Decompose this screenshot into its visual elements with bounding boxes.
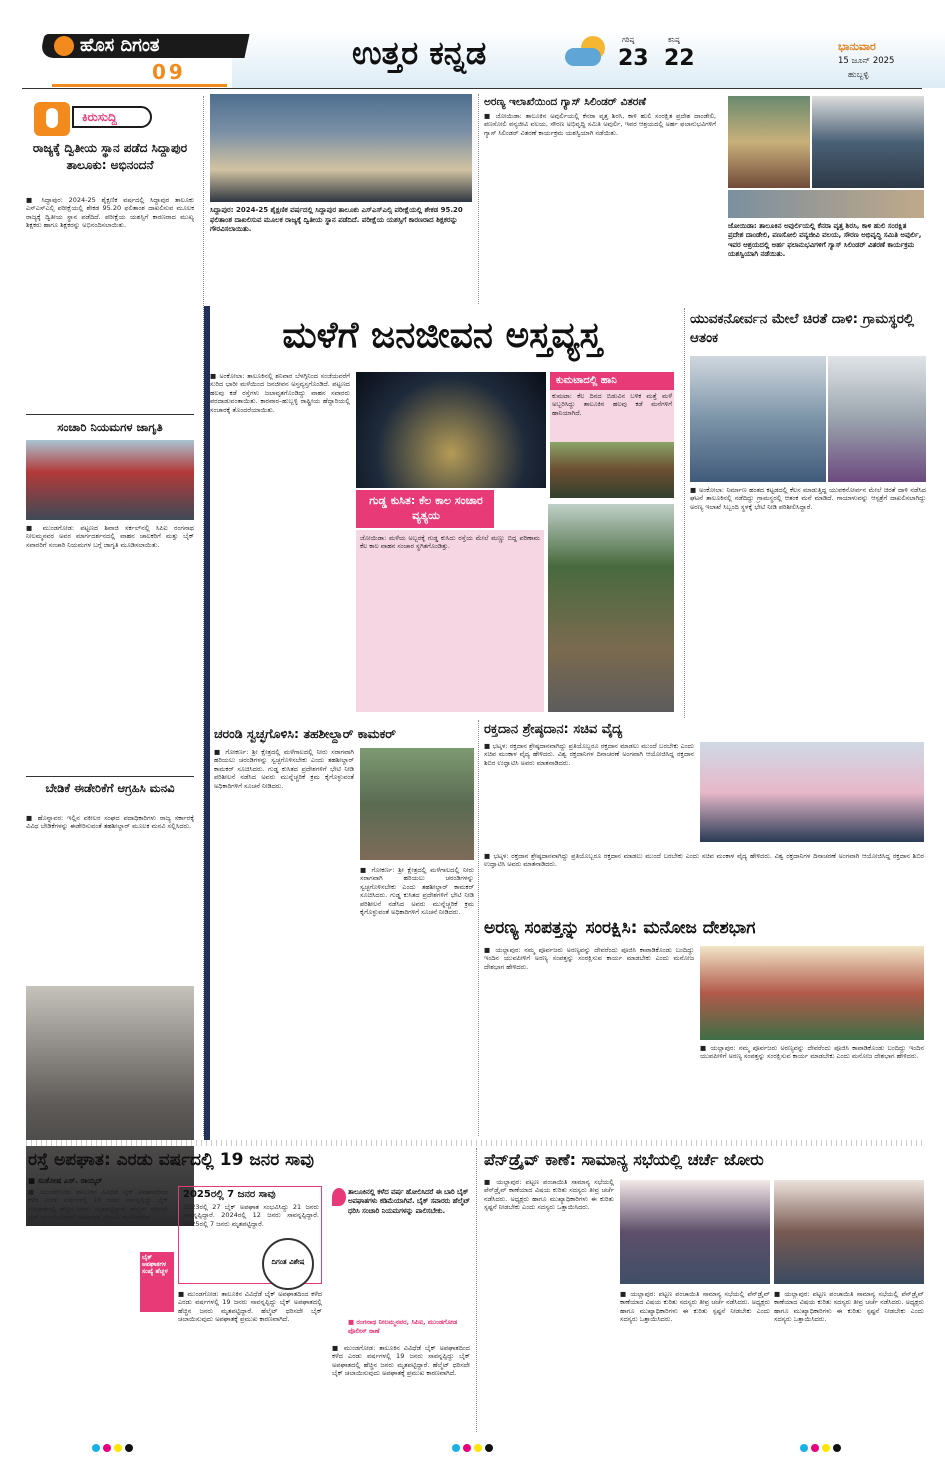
box1-body: ಕುಮಟಾ: ಕೆಲ ದಿನದ ಬಿಡುವಿನ ಬಳಿಕ ಮತ್ತೆ ಮಳೆ ಅಬ್ಬರಿಸಿದ್ದು ತಾಲೂಕಿನ ಹಲವು ಕಡೆ ಮನೆಗಳಿಗೆ ಹಾನಿಯಾಗಿದೆ.	[550, 390, 674, 442]
bedike-body: ■ ಹೊನ್ನಾವರ: ಇಲ್ಲಿನ ವಕೀಲರ ಸಂಘದ ಪದಾಧಿಕಾರಿಗಳು ರಾಜ್ಯ ಸರ್ಕಾರಕ್ಕೆ ವಿವಿಧ ಬೇಡಿಕೆಗಳನ್ನು ಈಡೇರಿಸುವಂತೆ ತಹಶೀಲ್ದಾರ್ ಮೂಲಕ ಮನವಿ ಸಲ್ಲಿಸಿದರು.	[26, 814, 194, 831]
pendrive-body-2: ■ ಯಲ್ಲಾಪುರ: ಪಟ್ಟಣ ಪಂಚಾಯಿತಿ ಸಾಮಾನ್ಯ ಸಭೆಯಲ್ಲಿ ಪೆನ್‌ಡ್ರೈವ್ ಕಾಣೆಯಾದ ವಿಷಯ ಕುರಿತು ಸದಸ್ಯರು ತೀವ್ರ ಚರ್ಚೆ ನಡೆಸಿದರು. ಅಧ್ಯಕ್ಷರು ಹಾಗೂ ಮುಖ್ಯಾಧಿಕಾರಿಗಳು ಈ ಕುರಿತು ಸ್ಪಷ್ಟನೆ ನೀಡಬೇಕು ಎಂದು ಸದಸ್ಯರು ಒತ್ತಾಯಿಸಿದರು.	[620, 1290, 770, 1324]
digantha-stamp	[262, 1238, 314, 1290]
gas-body: ■ ಜೋಯಿಡಾ: ತಾಲೂಕಿನ ಅವುರ್ಲಿಯಲ್ಲಿ ಕೆನರಾ ವೃತ್ತ ಶಿರಸಿ, ಕಾಳಿ ಹುಲಿ ಸಂರಕ್ಷಿತ ಪ್ರದೇಶ ದಾಂಡೇಲಿ, ಪಣಸೋಲಿ ವನ್ಯಜೀವಿ ವಲಯ, ಸೌರಣ ಅಭಿವೃದ್ಧಿ ಸಮಿತಿ ಅವುರ್ಲಿ, ಇವರ ಆಶ್ರಯದಲ್ಲಿ ಅರ್ಹ ಫಲಾನುಭವಿಗಳಿಗೆ ಗ್ಯಾಸ್ ಸಿಲಿಂಡರ್ ವಿತರಣೆ ಕಾರ್ಯಕ್ರಮ ಯಶಸ್ವಿಯಾಗಿ ನಡೆಯಿತು.	[484, 112, 716, 137]
accident-quote-author: ■ ರಂಗನಾಥ ನೀಲಮ್ಮನವರ, ಸಿಪಿಐ, ಮುಂಡಗೋಡ ಪೊಲೀಸ್ ಠಾಣೆ	[348, 1318, 458, 1335]
masthead-day: ಭಾನುವಾರ	[838, 40, 876, 53]
forest-body-2: ■ ಯಲ್ಲಾಪುರ: ನಮ್ಮ ಪೂರ್ವಜರು ಅರಣ್ಯವನ್ನು ದೇವರೆಂದು ಪೂಜಿಸಿ ಕಾಪಾಡಿಕೊಂಡು ಬಂದಿದ್ದು ಇಂದಿನ ಯುವಪೀಳಿಗೆ ಅರಣ್ಯ ಸಂಪತ್ತನ್ನು ಸಂರಕ್ಷಿಸುವ ಕಾರ್ಯ ಮಾಡಬೇಕು ಎಂದು ಮನೋಜ ದೇಶಭಾಗ ಹೇಳಿದರು.	[700, 1044, 924, 1061]
weather-icon	[565, 36, 607, 68]
box1-title: ಕುಮಟಾದಲ್ಲಿ ಹಾನಿ	[556, 375, 617, 386]
accident-byline: ■ ಸಂತೋಷ ಎಸ್. ರಾಯ್ಕರ್	[28, 1176, 103, 1185]
registration-marks-center	[452, 1437, 496, 1456]
charandi-body-2: ■ ಗೋಕರ್ಣ: ಶ್ರೀ ಕ್ಷೇತ್ರದಲ್ಲಿ ಮಳೆಗಾಲದಲ್ಲಿ ನೀರು ಸರಾಗವಾಗಿ ಹರಿಯಲು ಚರಂಡಿಗಳನ್ನು ಸ್ವಚ್ಛಗೊಳಿಸಬೇಕು ಎಂದು ತಹಶೀಲ್ದಾರ್ ಕಾಮಕರ್ ಸೂಚಿಸಿದರು. ಗುಡ್ಡ ಕುಸಿತದ ಪ್ರದೇಶಗಳಿಗೆ ಭೇಟಿ ನೀಡಿ ಪರಿಶೀಲನೆ ನಡೆಸಿದ ಅವರು ಮುನ್ನೆಚ್ಚರಿಕೆ ಕ್ರಮ ಕೈಗೊಳ್ಳುವಂತೆ ಅಧಿಕಾರಿಗಳಿಗೆ ಸೂಚನೆ ನೀಡಿದರು.	[360, 866, 474, 917]
box2-title: ಗುಡ್ಡ ಕುಸಿತ: ಕೆಲ ಕಾಲ ಸಂಚಾರ ವ್ಯತ್ಯಯ	[369, 494, 483, 522]
divider	[26, 414, 194, 415]
stamp-text: ದಿಗಂತ ವಿಶೇಷ	[271, 1258, 305, 1266]
siddapura-caption: ಸಿದ್ದಾಪುರ: 2024-25 ಶೈಕ್ಷಣಿಕ ವರ್ಷದಲ್ಲಿ ಸಿದ್ದಾಪುರ ತಾಲೂಕು ಎಸ್ಎಸ್ಎಲ್ಸಿ ಪರೀಕ್ಷೆಯಲ್ಲಿ ಶೇಕಡ 95.20 ಫಲಿತಾಂಶ ದಾಖಲಿಸುವ ಮೂಲಕ ರಾಜ್ಯಕ್ಕೆ ದ್ವಿತೀಯ ಸ್ಥಾನ ಪಡೆದಿದೆ. ಪರೀಕ್ಷೆಯ ಯಶಸ್ಸಿಗೆ ಕಾರಣರಾದ ಶಿಕ್ಷಕರನ್ನು ಗೌರವಿಸಲಾಯಿತು.	[210, 206, 463, 234]
forest-photo	[700, 946, 924, 1040]
weather-min: 22	[664, 46, 695, 71]
quote-icon	[332, 1188, 346, 1206]
gas-photo-2	[812, 96, 924, 188]
gas-headline: ಅರಣ್ಯ ಇಲಾಖೆಯಿಂದ ಗ್ಯಾಸ್ ಸಿಲಿಂಡರ್ ವಿತರಣೆ	[484, 96, 647, 108]
logo-icon	[54, 36, 74, 56]
charandi-band	[210, 722, 476, 1136]
gas-photo-3	[728, 190, 924, 218]
box1-photo	[550, 442, 674, 498]
accident-body-2: ■ ಮುಂಡಗೋಡ: ತಾಲೂಕಿನ ವಿವಿಧೆಡೆ ಬೈಕ್ ಅಪಘಾತದಿಂದ ಕಳೆದ ಎರಡು ವರ್ಷಗಳಲ್ಲಿ 19 ಜನರು ಸಾವನ್ನಪ್ಪಿದ್ದು ಬೈಕ್ ಅಪಘಾತದಲ್ಲಿ ಹೆಚ್ಚಿನ ಜನರು ಮೃತಪಟ್ಟಿದ್ದಾರೆ. ಹೆಲ್ಮೆಟ್ ಧರಿಸದೇ ಬೈಕ್ ಚಲಾಯಿಸುವುದು ಅಪಘಾತಕ್ಕೆ ಪ್ರಮುಖ ಕಾರಣವಾಗಿದೆ.	[178, 1290, 322, 1324]
pendrive-body: ■ ಯಲ್ಲಾಪುರ: ಪಟ್ಟಣ ಪಂಚಾಯಿತಿ ಸಾಮಾನ್ಯ ಸಭೆಯಲ್ಲಿ ಪೆನ್‌ಡ್ರೈವ್ ಕಾಣೆಯಾದ ವಿಷಯ ಕುರಿತು ಸದಸ್ಯರು ತೀವ್ರ ಚರ್ಚೆ ನಡೆಸಿದರು. ಅಧ್ಯಕ್ಷರು ಹಾಗೂ ಮುಖ್ಯಾಧಿಕಾರಿಗಳು ಈ ಕುರಿತು ಸ್ಪಷ್ಟನೆ ನೀಡಬೇಕು ಎಂದು ಸದಸ್ಯರು ಒತ್ತಾಯಿಸಿದರು.	[484, 1178, 614, 1212]
pendrive-photo-2	[774, 1180, 924, 1284]
accident-body: ■ ಮುಂಡಗೋಡ: ತಾಲೂಕಿನ ವಿವಿಧೆಡೆ ಬೈಕ್ ಅಪಘಾತದಿಂದ ಕಳೆದ ಎರಡು ವರ್ಷಗಳಲ್ಲಿ 19 ಜನರು ಸಾವನ್ನಪ್ಪಿದ್ದು ಬೈಕ್ ಅಪಘಾತದಲ್ಲಿ ಹೆಚ್ಚಿನ ಜನರು ಮೃತಪಟ್ಟಿದ್ದಾರೆ. ಹೆಲ್ಮೆಟ್ ಧರಿಸದೇ ಬೈಕ್ ಚಲಾಯಿಸುವುದು ಅಪಘಾತಕ್ಕೆ ಪ್ರಮುಖ ಕಾರಣವಾಗಿದೆ.	[28, 1188, 168, 1222]
masthead-city: ಹುಬ್ಬಳ್ಳಿ	[848, 70, 869, 80]
kirusuddi-body: ■ ಸಿದ್ದಾಪುರ: 2024-25 ಶೈಕ್ಷಣಿಕ ವರ್ಷದಲ್ಲಿ ಸಿದ್ದಾಪುರ ತಾಲೂಕು ಎಸ್ಎಸ್ಎಲ್ಸಿ ಪರೀಕ್ಷೆಯಲ್ಲಿ ಶೇಕಡ 95.20 ಫಲಿತಾಂಶ ದಾಖಲಿಸುವ ಮೂಲಕ ರಾಜ್ಯಕ್ಕೆ ದ್ವಿತೀಯ ಸ್ಥಾನ ಪಡೆದಿದೆ. ಪರೀಕ್ಷೆಯ ಯಶಸ್ಸಿಗೆ ಕಾರಣರಾದ ಮುಖ್ಯ ಶಿಕ್ಷಕರು ಹಾಗೂ ಶಿಕ್ಷಕರನ್ನು ಅಭಿನಂದಿಸಲಾಯಿತು.	[26, 196, 194, 230]
logo-text: ಹೊಸ ದಿಗಂತ	[80, 35, 160, 56]
sanchari-headline: ಸಂಚಾರಿ ನಿಯಮಗಳ ಜಾಗೃತಿ	[57, 420, 163, 434]
kirusuddi-label: ಕಿರುಸುದ್ದಿ	[82, 110, 117, 124]
sanchari-body: ■ ಮುಂಡಗೋಡ: ಪಟ್ಟಣದ ಶಿವಾಜಿ ಸರ್ಕಲ್‌ನಲ್ಲಿ ಸಿಪಿಐ ರಂಗನಾಥ ನೀಲಮ್ಮನವರ ಅವರ ಮಾರ್ಗದರ್ಶನದಲ್ಲಿ ವಾಹನ ಚಾಲಕರಿಗೆ ಮತ್ತು ಬೈಕ್ ಸವಾರರಿಗೆ ಸಂಚಾರಿ ನಿಯಮಗಳ ಬಗ್ಗೆ ಜಾಗೃತಿ ಮೂಡಿಸಲಾಯಿತು.	[26, 524, 194, 549]
accident-box-body: 2023ರಲ್ಲಿ 27 ಬೈಕ್ ಅಪಘಾತ ಸಂಭವಿಸಿದ್ದು 21 ಜನರು ಸಾವನ್ನಪ್ಪಿದ್ದಾರೆ. 2024ರಲ್ಲಿ 12 ಜನರು ಸಾವನ್ನಪ್ಪಿದ್ದಾರೆ. 2025ರಲ್ಲಿ 7 ಜನರು ಮೃತಪಟ್ಟಿದ್ದಾರೆ.	[183, 1203, 319, 1228]
accident-body-3: ■ ಮುಂಡಗೋಡ: ತಾಲೂಕಿನ ವಿವಿಧೆಡೆ ಬೈಕ್ ಅಪಘಾತದಿಂದ ಕಳೆದ ಎರಡು ವರ್ಷಗಳಲ್ಲಿ 19 ಜನರು ಸಾವನ್ನಪ್ಪಿದ್ದು ಬೈಕ್ ಅಪಘಾತದಲ್ಲಿ ಹೆಚ್ಚಿನ ಜನರು ಮೃತಪಟ್ಟಿದ್ದಾರೆ. ಹೆಲ್ಮೆಟ್ ಧರಿಸದೇ ಬೈಕ್ ಚಲಾಯಿಸುವುದು ಅಪಘಾತಕ್ಕೆ ಪ್ರಮುಖ ಕಾರಣವಾಗಿದೆ.	[332, 1344, 470, 1378]
logo-block	[22, 30, 232, 88]
charandi-headline: ಚರಂಡಿ ಸ್ವಚ್ಛಗೊಳಿಸಿ: ತಹಶೀಲ್ದಾರ್ ಕಾಮಕರ್	[214, 726, 396, 741]
section-divider	[22, 1140, 924, 1146]
accident-headline: ರಸ್ತೆ ಅಪಘಾತ: ಎರಡು ವರ್ಷದಲ್ಲಿ 19 ಜನರ ಸಾವು	[28, 1150, 314, 1170]
accident-side-label	[140, 1252, 174, 1312]
masthead-date: 15 ಜೂನ್ 2025	[838, 56, 895, 66]
bedike-headline: ಬೇಡಿಕೆ ಈಡೇರಿಕೆಗೆ ಆಗ್ರಹಿಸಿ ಮನವಿ	[45, 781, 175, 795]
cheetah-photo-2	[828, 356, 926, 482]
weather-max-label: ಗರಿಷ್ಠ	[622, 36, 635, 44]
registration-marks-left	[92, 1437, 136, 1456]
rain-section	[204, 308, 680, 718]
pendrive-photo-1	[620, 1180, 770, 1284]
forest-headline: ಅರಣ್ಯ ಸಂಪತ್ತನ್ನು ಸಂರಕ್ಷಿಸಿ: ಮನೋಜ ದೇಶಭಾಗ	[484, 918, 756, 938]
sanchari-photo	[26, 440, 194, 520]
accident-side-text: ಬೈಕ್ ಅಪಘಾತಗಳ ಸಂಖ್ಯೆ ಹೆಚ್ಚಳ	[142, 1254, 168, 1275]
masthead-rule	[22, 88, 922, 89]
weather-max: 23	[618, 46, 649, 71]
landslide-photo	[548, 504, 674, 712]
blood-headline: ರಕ್ತದಾನ ಶ್ರೇಷ್ಠದಾನ: ಸಚಿವ ವೈದ್ಯ	[484, 722, 623, 737]
blood-body-2: ■ ಭಟ್ಕಳ: ರಕ್ತದಾನ ಶ್ರೇಷ್ಠದಾನವಾಗಿದ್ದು ಪ್ರತಿಯೊಬ್ಬರೂ ರಕ್ತದಾನ ಮಾಡಲು ಮುಂದೆ ಬರಬೇಕು ಎಂದು ಸಚಿವ ಮಂಕಾಳ ವೈದ್ಯ ಹೇಳಿದರು. ವಿಶ್ವ ರಕ್ತದಾನಿಗಳ ದಿನಾಚರಣೆ ಅಂಗವಾಗಿ ಆಯೋಜಿಸಿದ್ದ ರಕ್ತದಾನ ಶಿಬಿರ ಉದ್ಘಾಟಿಸಿ ಅವರು ಮಾತನಾಡಿದರು.	[484, 852, 924, 869]
charandi-photo	[360, 748, 474, 860]
gas-photo-caption: ಜೋಯಿಡಾ: ತಾಲೂಕಿನ ಅವುರ್ಲಿಯಲ್ಲಿ ಕೆನರಾ ವೃತ್ತ ಶಿರಸಿ, ಕಾಳಿ ಹುಲಿ ಸಂರಕ್ಷಿತ ಪ್ರದೇಶ ದಾಂಡೇಲಿ, ಪಣಸೋಲಿ ವನ್ಯಜೀವಿ ವಲಯ, ಸೌರಣ ಅಭಿವೃದ್ಧಿ ಸಮಿತಿ ಅವುರ್ಲಿ, ಇವರ ಆಶ್ರಯದಲ್ಲಿ ಅರ್ಹ ಫಲಾನುಭವಿಗಳಿಗೆ ಗ್ಯಾಸ್ ಸಿಲಿಂಡರ್ ವಿತರಣೆ ಕಾರ್ಯಕ್ರಮ ಯಶಸ್ವಿಯಾಗಿ ನಡೆಯಿತು.	[728, 222, 922, 258]
divider	[26, 776, 194, 777]
registration-marks-right	[800, 1437, 844, 1456]
column-rule	[476, 1148, 477, 1432]
rain-body: ■ ಅಂಕೋಲಾ: ತಾಲೂಕಿನಲ್ಲಿ ಶನಿವಾರ ಬೆಳಗ್ಗಿನಿಂದ ಸಂಜೆಯವರೆಗೆ ಸುರಿದ ಭಾರೀ ಮಳೆಯಿಂದ ಜನಜೀವನ ಅಸ್ತವ್ಯಸ್ತಗೊಂಡಿದೆ. ಪಟ್ಟಣದ ಹಲವು ಕಡೆ ರಸ್ತೆಗಳು ಜಲಾವೃತಗೊಂಡಿದ್ದು ವಾಹನ ಸವಾರರು ಪರದಾಡುವಂತಾಯಿತು. ಕಾರವಾರ–ಹುಬ್ಬಳ್ಳಿ ರಾಷ್ಟ್ರೀಯ ಹೆದ್ದಾರಿಯಲ್ಲಿ ಸಂಚಾರಕ್ಕೆ ತೊಂದರೆಯಾಯಿತು.	[210, 372, 350, 414]
section-title: ಉತ್ತರ ಕನ್ನಡ	[352, 34, 487, 72]
pendrive-body-3: ■ ಯಲ್ಲಾಪುರ: ಪಟ್ಟಣ ಪಂಚಾಯಿತಿ ಸಾಮಾನ್ಯ ಸಭೆಯಲ್ಲಿ ಪೆನ್‌ಡ್ರೈವ್ ಕಾಣೆಯಾದ ವಿಷಯ ಕುರಿತು ಸದಸ್ಯರು ತೀವ್ರ ಚರ್ಚೆ ನಡೆಸಿದರು. ಅಧ್ಯಕ್ಷರು ಹಾಗೂ ಮುಖ್ಯಾಧಿಕಾರಿಗಳು ಈ ಕುರಿತು ಸ್ಪಷ್ಟನೆ ನೀಡಬೇಕು ಎಂದು ಸದಸ್ಯರು ಒತ್ತಾಯಿಸಿದರು.	[774, 1290, 924, 1324]
blood-body: ■ ಭಟ್ಕಳ: ರಕ್ತದಾನ ಶ್ರೇಷ್ಠದಾನವಾಗಿದ್ದು ಪ್ರತಿಯೊಬ್ಬರೂ ರಕ್ತದಾನ ಮಾಡಲು ಮುಂದೆ ಬರಬೇಕು ಎಂದು ಸಚಿವ ಮಂಕಾಳ ವೈದ್ಯ ಹೇಳಿದರು. ವಿಶ್ವ ರಕ್ತದಾನಿಗಳ ದಿನಾಚರಣೆ ಅಂಗವಾಗಿ ಆಯೋಜಿಸಿದ್ದ ರಕ್ತದಾನ ಶಿಬಿರ ಉದ್ಘಾಟಿಸಿ ಅವರು ಮಾತನಾಡಿದರು.	[484, 742, 694, 767]
cheetah-photo-1	[690, 356, 826, 482]
rain-headline: ಮಳೆಗೆ ಜನಜೀವನ ಅಸ್ತವ್ಯಸ್ತ	[282, 315, 602, 356]
column-rule	[478, 720, 479, 1136]
logo-underline	[52, 84, 227, 87]
accident-quote: ತಾಲೂಕಿನಲ್ಲಿ ಕಳೆದ ವರ್ಷ ಹೋಲಿಸಿದರೆ ಈ ಬಾರಿ ಬೈಕ್ ಅಪಘಾತಗಳು ಕಡಿಮೆಯಾಗಿವೆ. ಬೈಕ್ ಸವಾರರು ಹೆಲ್ಮೆಟ್ ಧರಿಸಿ ಸಂಚಾರಿ ನಿಯಮಗಳನ್ನು ಪಾಲಿಸಬೇಕು.	[348, 1188, 470, 1215]
weather-min-label: ಕನಿಷ್ಠ	[668, 36, 680, 44]
gas-photo-1	[728, 96, 810, 188]
forest-body: ■ ಯಲ್ಲಾಪುರ: ನಮ್ಮ ಪೂರ್ವಜರು ಅರಣ್ಯವನ್ನು ದೇವರೆಂದು ಪೂಜಿಸಿ ಕಾಪಾಡಿಕೊಂಡು ಬಂದಿದ್ದು ಇಂದಿನ ಯುವಪೀಳಿಗೆ ಅರಣ್ಯ ಸಂಪತ್ತನ್ನು ಸಂರಕ್ಷಿಸುವ ಕಾರ್ಯ ಮಾಡಬೇಕು ಎಂದು ಮನೋಜ ದೇಶಭಾಗ ಹೇಳಿದರು.	[484, 946, 694, 971]
column-rule	[684, 308, 685, 718]
column-rule	[478, 94, 479, 304]
page-number: 09	[152, 60, 186, 84]
kirusuddi-column	[22, 96, 198, 1136]
charandi-body: ■ ಗೋಕರ್ಣ: ಶ್ರೀ ಕ್ಷೇತ್ರದಲ್ಲಿ ಮಳೆಗಾಲದಲ್ಲಿ ನೀರು ಸರಾಗವಾಗಿ ಹರಿಯಲು ಚರಂಡಿಗಳನ್ನು ಸ್ವಚ್ಛಗೊಳಿಸಬೇಕು ಎಂದು ತಹಶೀಲ್ದಾರ್ ಕಾಮಕರ್ ಸೂಚಿಸಿದರು. ಗುಡ್ಡ ಕುಸಿತದ ಪ್ರದೇಶಗಳಿಗೆ ಭೇಟಿ ನೀಡಿ ಪರಿಶೀಲನೆ ನಡೆಸಿದ ಅವರು ಮುನ್ನೆಚ್ಚರಿಕೆ ಕ್ರಮ ಕೈಗೊಳ್ಳುವಂತೆ ಅಧಿಕಾರಿಗಳಿಗೆ ಸೂಚನೆ ನೀಡಿದರು.	[214, 748, 354, 790]
kirusuddi-headline: ರಾಜ್ಯಕ್ಕೆ ದ್ವಿತೀಯ ಸ್ಥಾನ ಪಡೆದ ಸಿದ್ದಾಪುರ ತಾಲೂಕು: ಅಭಿನಂದನೆ	[32, 141, 188, 172]
blood-photo	[700, 742, 924, 842]
kirusuddi-pointer-icon	[46, 108, 58, 128]
rain-photo-street	[356, 372, 546, 488]
cheetah-headline: ಯುವಕನೋರ್ವನ ಮೇಲೆ ಚಿರತೆ ದಾಳಿ: ಗ್ರಾಮಸ್ಥರಲ್ಲಿ ಆತಂಕ	[690, 311, 915, 346]
siddapura-photo	[210, 94, 472, 202]
pendrive-headline: ಪೆನ್‌ಡ್ರೈವ್ ಕಾಣೆ: ಸಾಮಾನ್ಯ ಸಭೆಯಲ್ಲಿ ಚರ್ಚೆ ಜೋರು	[484, 1150, 764, 1169]
cheetah-body: ■ ಅಂಕೋಲಾ: ನಿರ್ಮಾಣ ಹಂತದ ಕಟ್ಟಡದಲ್ಲಿ ಕೆಲಸ ಮಾಡುತ್ತಿದ್ದ ಯುವಕನೋರ್ವನ ಮೇಲೆ ಚಿರತೆ ದಾಳಿ ನಡೆಸಿದ ಘಟನೆ ತಾಲೂಕಿನಲ್ಲಿ ನಡೆದಿದ್ದು ಗ್ರಾಮಸ್ಥರಲ್ಲಿ ಆತಂಕ ಮನೆ ಮಾಡಿದೆ. ಗಾಯಾಳುವನ್ನು ಆಸ್ಪತ್ರೆಗೆ ದಾಖಲಿಸಲಾಗಿದ್ದು ಅರಣ್ಯ ಇಲಾಖೆ ಸಿಬ್ಬಂದಿ ಸ್ಥಳಕ್ಕೆ ಭೇಟಿ ನೀಡಿ ಪರಿಶೀಲಿಸಿದ್ದಾರೆ.	[690, 486, 926, 511]
masthead	[0, 0, 945, 90]
box2-body: ಜೋಯಿಡಾ: ಮಳೆಯ ಅಬ್ಬರಕ್ಕೆ ಗುಡ್ಡ ಕುಸಿದು ರಸ್ತೆಯ ಮೇಲೆ ಮಣ್ಣು ಬಿದ್ದ ಪರಿಣಾಮ ಕೆಲ ಕಾಲ ವಾಹನ ಸಂಚಾರ ಸ್ಥಗಿತಗೊಂಡಿತ್ತು.	[356, 530, 544, 712]
accident-box-title: 2025ರಲ್ಲಿ 7 ಜನರ ಸಾವು	[183, 1189, 276, 1200]
